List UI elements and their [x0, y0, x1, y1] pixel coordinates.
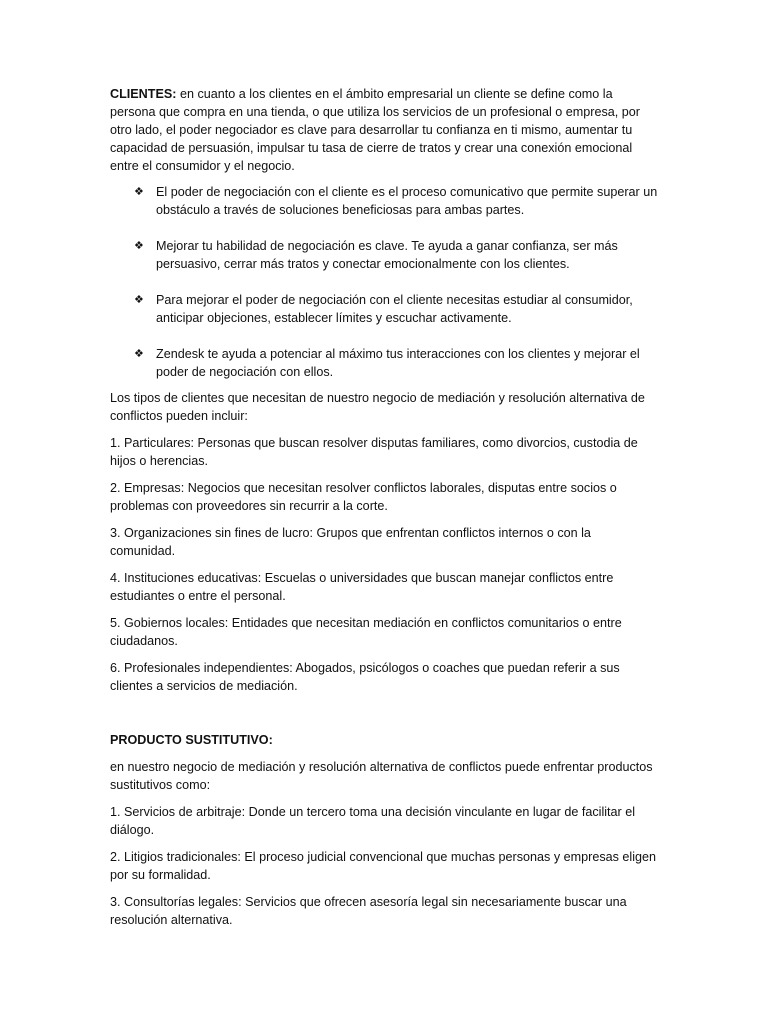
section-spacer: [110, 704, 658, 731]
diamond-bullet-icon: ❖: [134, 348, 144, 360]
document-page: [110, 85, 658, 938]
client-type-item: 6. Profesionales independientes: Abogados, psicólogos o coaches que puedan referir a sus clientes a servicios de mediación.: [110, 661, 620, 693]
client-type-item: 1. Particulares: Personas que buscan resolver disputas familiares, como divorcios, custodia de hijos o herencias.: [110, 436, 638, 468]
bullet-item: [134, 237, 658, 273]
client-type-item: 4. Instituciones educativas: Escuelas o universidades que buscan manejar conflictos entre estudiantes o entre el personal.: [110, 571, 614, 603]
substitute-item: 1. Servicios de arbitraje: Donde un tercero toma una decisión vinculante en lugar de facilitar el diálogo.: [110, 805, 636, 837]
substitute-intro: en nuestro negocio de mediación y resolución alternativa de conflictos puede enfrentar productos sustitutivos como:: [110, 760, 653, 792]
bullet-text: Mejorar tu habilidad de negociación es clave. Te ayuda a ganar confianza, ser más persuasivo, cerrar más tratos y conectar emocionalmente con los clientes.: [156, 239, 618, 271]
client-type-item: 5. Gobiernos locales: Entidades que necesitan mediación en conflictos comunitarios o entre ciudadanos.: [110, 616, 622, 648]
bullet-item: [134, 291, 658, 327]
bullet-text: Zendesk te ayuda a potenciar al máximo tus interacciones con los clientes y mejorar el poder de negociación con ellos.: [156, 347, 640, 379]
clients-intro-paragraph: [110, 85, 658, 175]
substitute-item: 2. Litigios tradicionales: El proceso judicial convencional que muchas personas y empresas eligen por su formalidad.: [110, 850, 657, 882]
clients-label: CLIENTES:: [110, 87, 177, 101]
bullet-item: [134, 345, 658, 381]
client-types-intro: Los tipos de clientes que necesitan de nuestro negocio de mediación y resolución alternativa de conflictos pueden incluir:: [110, 391, 645, 423]
substitute-section-title: PRODUCTO SUSTITUTIVO:: [110, 733, 273, 747]
bullet-text: El poder de negociación con el cliente es el proceso comunicativo que permite superar un obstáculo a través de soluciones beneficiosas para ambas partes.: [156, 185, 658, 217]
bullet-item: [134, 183, 658, 219]
clients-intro-text: en cuanto a los clientes en el ámbito empresarial un cliente se define como la persona que compra en una tienda, o que utiliza los servicios de un profesional o empresa, por otro lado, el poder negociador es clave para desarrollar tu confianza en ti mismo, aumentar tu capacidad de persuasión, impulsar tu tasa de cierre de tratos y crear una conexión emocional entre el consumidor y el negocio.: [110, 87, 640, 173]
substitute-item: 3. Consultorías legales: Servicios que ofrecen asesoría legal sin necesariamente buscar una resolución alternativa.: [110, 895, 627, 927]
diamond-bullet-icon: ❖: [134, 240, 144, 252]
diamond-bullet-icon: ❖: [134, 186, 144, 198]
bullet-text: Para mejorar el poder de negociación con el cliente necesitas estudiar al consumidor, anticipar objeciones, establecer límites y escuchar activamente.: [156, 293, 633, 325]
client-type-item: 3. Organizaciones sin fines de lucro: Grupos que enfrentan conflictos internos o con la comunidad.: [110, 526, 591, 558]
clients-bullet-list: [110, 183, 658, 381]
client-type-item: 2. Empresas: Negocios que necesitan resolver conflictos laborales, disputas entre socios o problemas con proveedores sin recurrir a la corte.: [110, 481, 617, 513]
diamond-bullet-icon: ❖: [134, 294, 144, 306]
